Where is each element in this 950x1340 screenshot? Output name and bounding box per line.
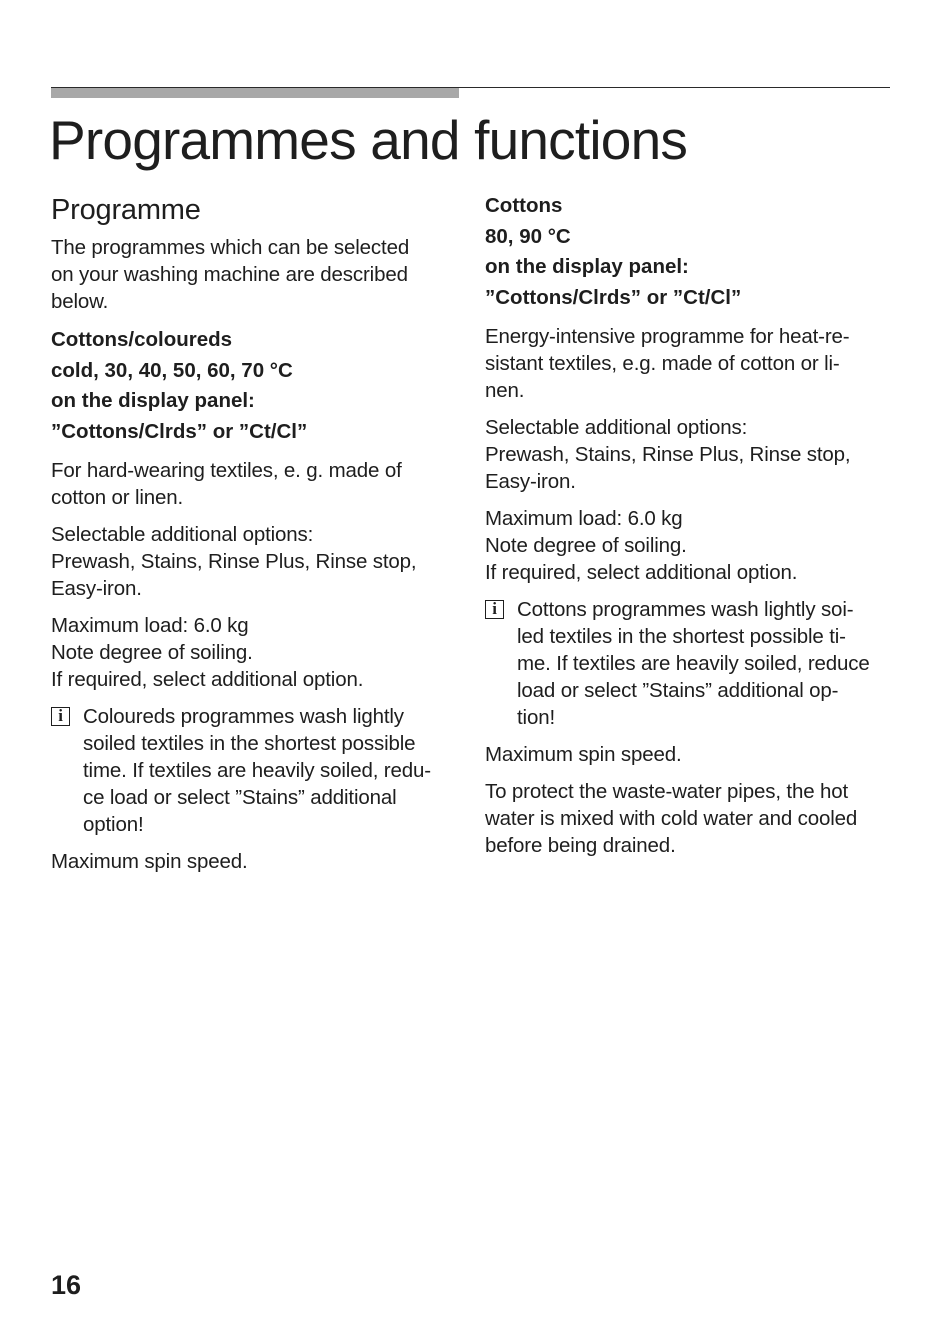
intro-line: below. — [51, 290, 109, 313]
water-line: before being drained. — [485, 834, 676, 857]
note-line: ce load or select ”Stains” additional — [83, 786, 397, 809]
note-line: led textiles in the shortest possible ti- — [517, 625, 846, 648]
note-line: me. If textiles are heavily soiled, reduce — [517, 652, 870, 675]
note-line: time. If textiles are heavily soiled, redu- — [83, 759, 431, 782]
programme-description — [51, 457, 461, 511]
water-line: water is mixed with cold water and cooled — [485, 807, 858, 830]
description-line: cotton or linen. — [51, 486, 184, 509]
intro-paragraph — [51, 234, 461, 315]
load-line: Note degree of soiling. — [51, 641, 253, 664]
programme-temperatures: cold, 30, 40, 50, 60, 70 °C — [51, 358, 293, 382]
programme-name: Cottons — [485, 194, 563, 217]
additional-options — [51, 521, 461, 602]
load-line: If required, select additional option. — [51, 668, 364, 691]
header-rule-accent — [51, 88, 459, 98]
info-icon: i — [485, 600, 504, 619]
options-line: Selectable additional options: — [51, 523, 314, 546]
description-line: For hard-wearing textiles, e. g. made of — [51, 459, 402, 482]
spin-speed — [51, 848, 461, 875]
options-line: Easy-iron. — [51, 577, 142, 600]
options-line: Prewash, Stains, Rinse Plus, Rinse stop, — [51, 550, 417, 573]
description-line: sistant textiles, e.g. made of cotton or li- — [485, 352, 840, 375]
intro-line: on your washing machine are described — [51, 263, 408, 286]
options-line: Easy-iron. — [485, 470, 576, 493]
load-line: Note degree of soiling. — [485, 534, 687, 557]
note-line: Cottons programmes wash lightly soi- — [517, 598, 854, 621]
additional-options — [485, 414, 895, 495]
programme-name: Cottons/coloureds — [51, 328, 233, 351]
display-panel-value: ”Cottons/Clrds” or ”Ct/Cl” — [51, 419, 308, 443]
display-panel-label: on the display panel: — [51, 389, 255, 412]
programme-description — [485, 323, 895, 404]
description-line: nen. — [485, 379, 525, 402]
info-note — [51, 703, 461, 838]
left-column — [51, 191, 461, 885]
note-line: tion! — [517, 706, 555, 729]
programme-temperatures: 80, 90 °C — [485, 224, 571, 248]
display-panel-value: ”Cottons/Clrds” or ”Ct/Cl” — [485, 285, 742, 309]
note-line: load or select ”Stains” additional op- — [517, 679, 839, 702]
intro-line: The programmes which can be selected — [51, 236, 410, 259]
info-icon: i — [51, 707, 70, 726]
programme-header-cottons-coloureds — [51, 325, 461, 447]
spin-line: Maximum spin speed. — [51, 850, 248, 873]
waste-water-note — [485, 778, 895, 859]
load-info — [485, 505, 895, 586]
options-line: Selectable additional options: — [485, 416, 748, 439]
right-column — [485, 191, 895, 869]
options-line: Prewash, Stains, Rinse Plus, Rinse stop, — [485, 443, 851, 466]
section-heading: Programme — [51, 194, 201, 226]
description-line: Energy-intensive programme for heat-re- — [485, 325, 850, 348]
page-number: 16 — [51, 1270, 82, 1300]
page-title: Programmes and functions — [49, 109, 688, 171]
spin-speed — [485, 741, 895, 768]
spin-line: Maximum spin speed. — [485, 743, 682, 766]
load-info — [51, 612, 461, 693]
programme-header-cottons — [485, 191, 895, 313]
load-line: If required, select additional option. — [485, 561, 798, 584]
water-line: To protect the waste-water pipes, the hot — [485, 780, 849, 803]
note-line: option! — [83, 813, 144, 836]
note-line: Coloureds programmes wash lightly — [83, 705, 404, 728]
load-line: Maximum load: 6.0 kg — [51, 614, 249, 637]
display-panel-label: on the display panel: — [485, 255, 689, 278]
info-note — [485, 596, 895, 731]
note-line: soiled textiles in the shortest possible — [83, 732, 416, 755]
load-line: Maximum load: 6.0 kg — [485, 507, 683, 530]
